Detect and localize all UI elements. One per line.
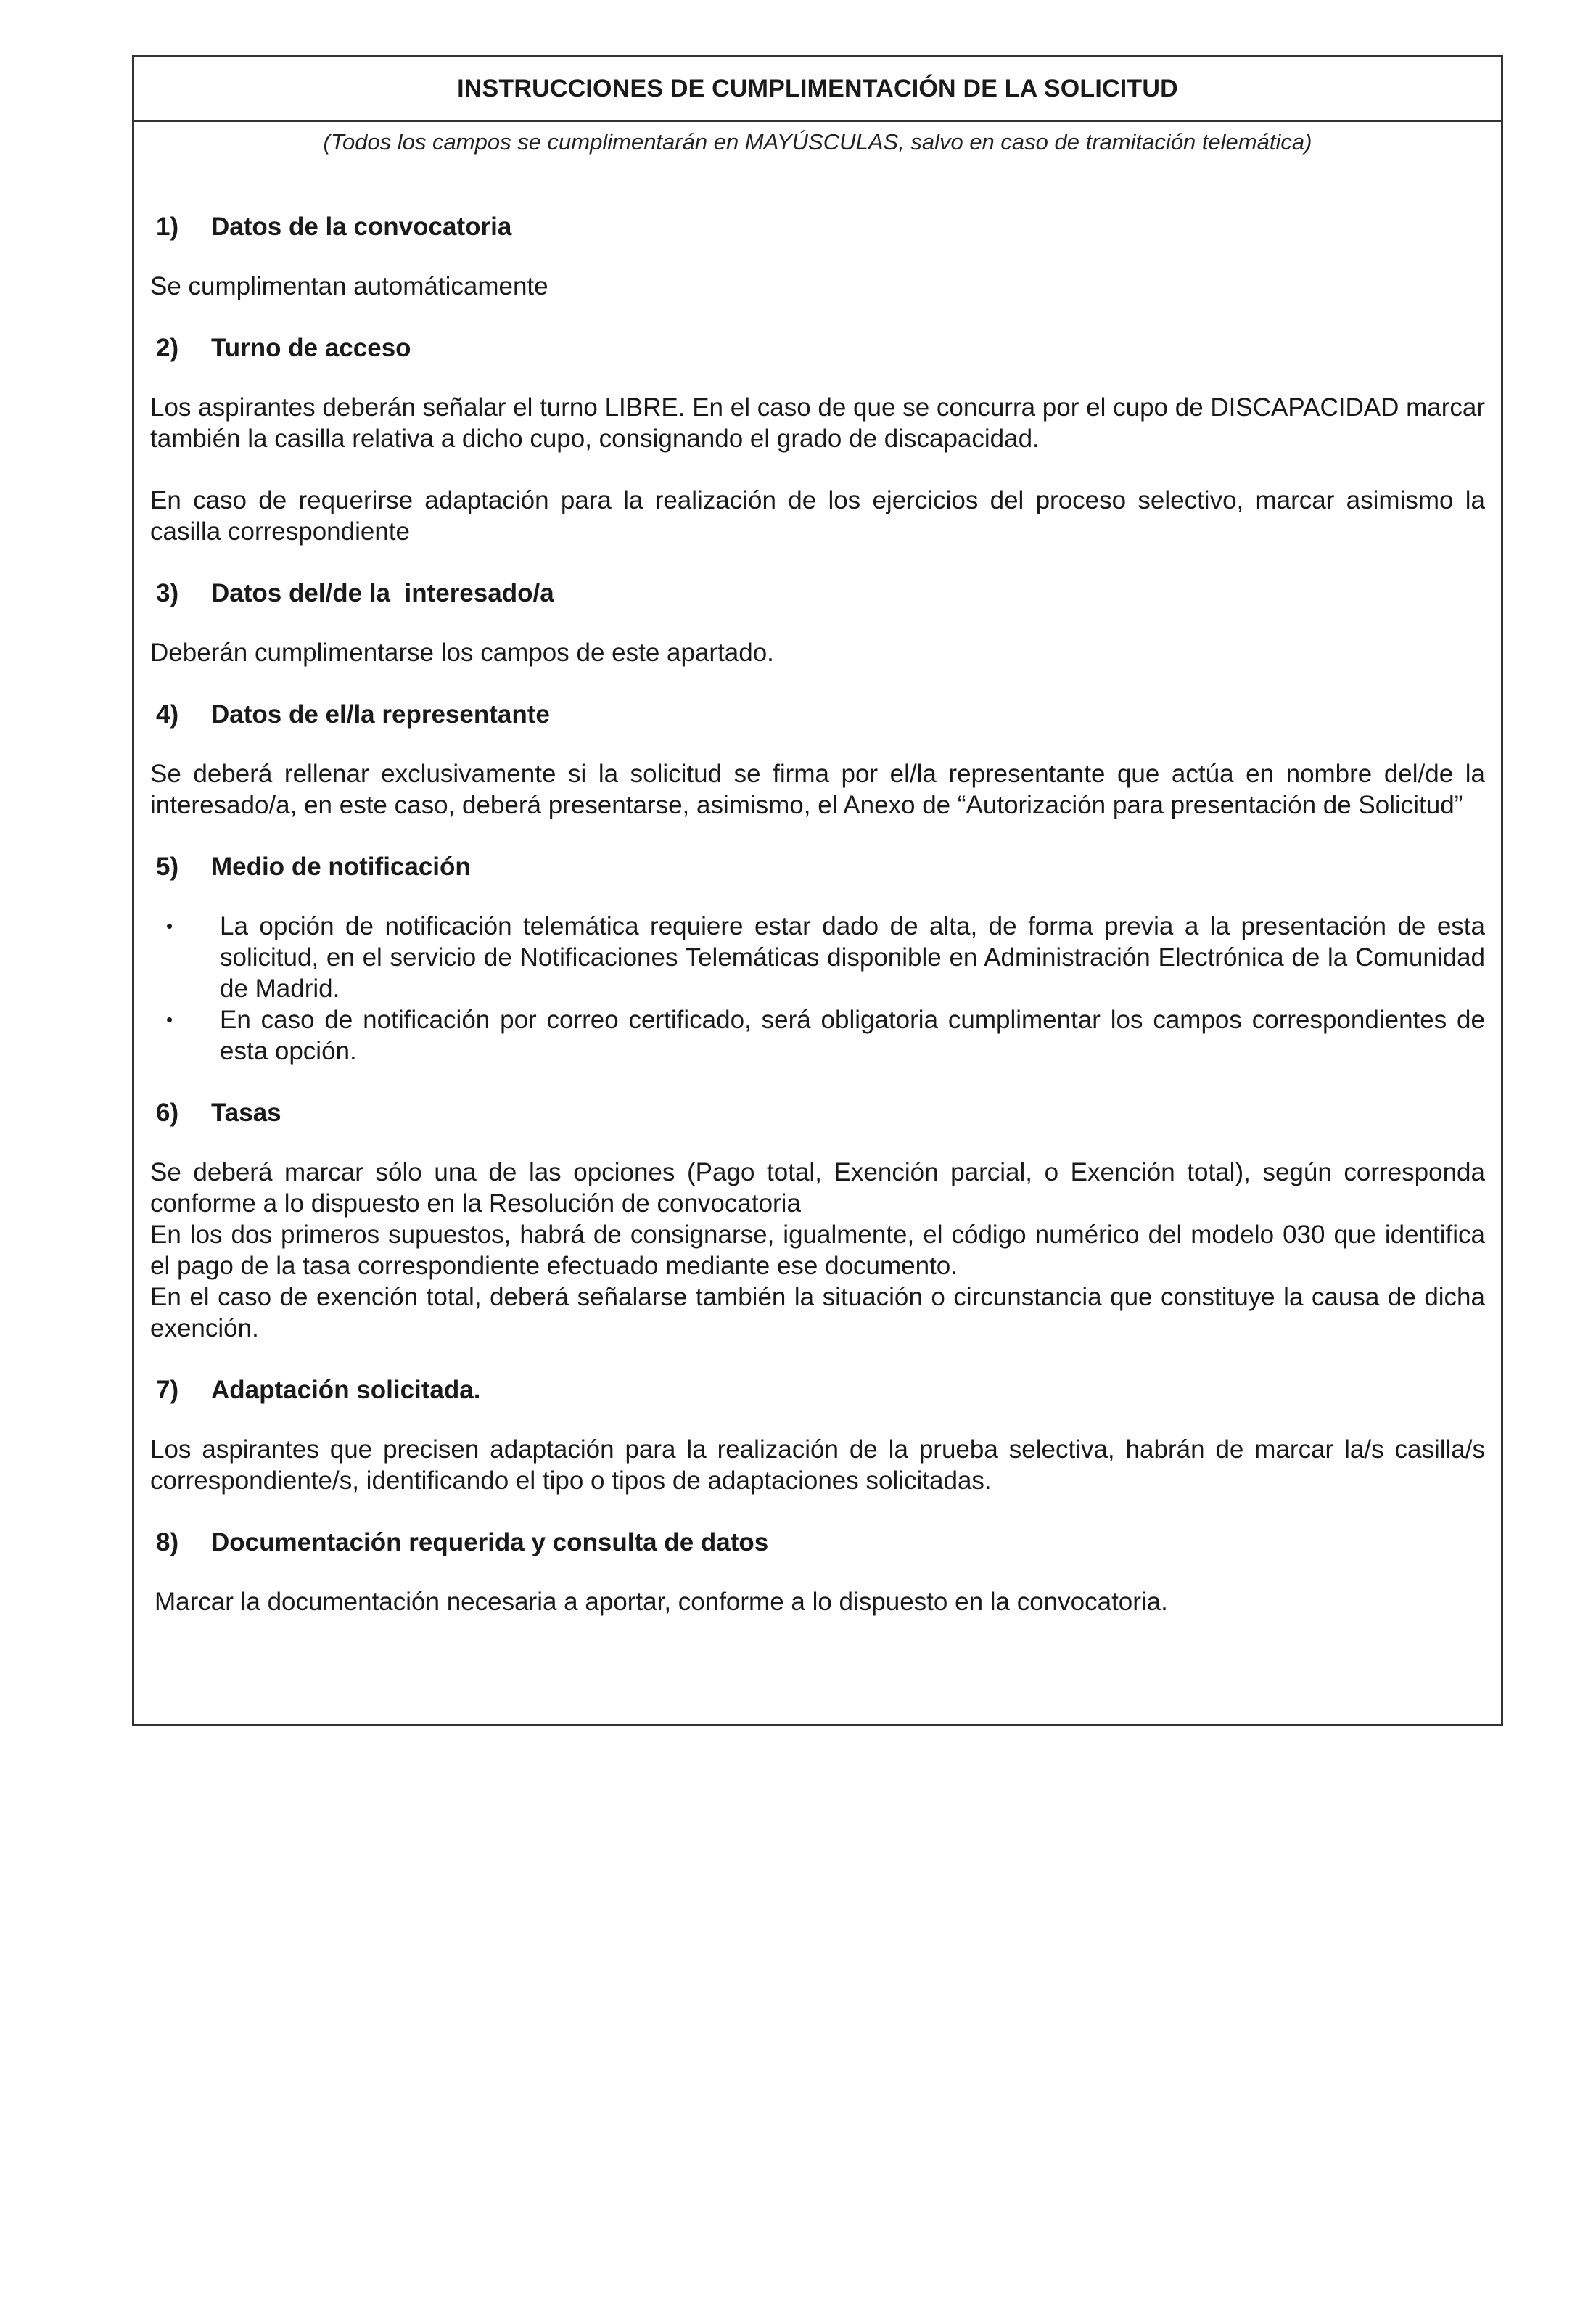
title-row [134, 57, 1501, 122]
list-item [150, 911, 1485, 1004]
section-paragraph: Los aspirantes que precisen adaptación para la realización de la prueba selectiva, habrán de marcar la/s casilla/s correspondiente/s, identificando el tipo o tipos de adaptaciones solicitadas. [150, 1435, 1485, 1495]
section-number: 1) [156, 213, 179, 241]
section-8 [150, 1527, 1485, 1617]
section-paragraph: Los aspirantes deberán señalar el turno LIBRE. En el caso de que se concurra por el cupo de DISCAPACIDAD marcar también la casilla relativa a dicho cupo, consignando el grado de discapacidad. [150, 393, 1485, 453]
section-number: 4) [156, 700, 179, 729]
section-heading [150, 332, 1485, 364]
section-number: 3) [156, 579, 179, 607]
section-title: Documentación requerida y consulta de datos [211, 1528, 769, 1556]
list-item [150, 1004, 1485, 1067]
section-title: Adaptación solicitada. [211, 1376, 481, 1404]
section-6 [150, 1097, 1485, 1344]
section-3 [150, 578, 1485, 668]
sections-list [150, 211, 1485, 1648]
bullet-list [150, 911, 1485, 1067]
section-title: Medio de notificación [211, 853, 471, 881]
section-number: 5) [156, 853, 179, 881]
section-title: Datos de el/la representante [211, 700, 550, 729]
section-paragraph: Se deberá marcar sólo una de las opciones (Pago total, Exención parcial, o Exención total), según corresponda conforme a lo dispuesto en la Resolución de convocatoria [150, 1158, 1485, 1218]
section-5 [150, 851, 1485, 1067]
section-paragraph: En caso de requerirse adaptación para la realización de los ejercicios del proceso selectivo, marcar asimismo la casilla correspondiente [150, 486, 1485, 546]
section-heading [150, 1527, 1485, 1559]
section-heading [150, 699, 1485, 731]
instructions-box [132, 55, 1503, 1726]
list-item-text: La opción de notificación telemática requiere estar dado de alta, de forma previa a la presentación de esta solicitud, en el servicio de Notificaciones Telemáticas disponible en Administración Electrónica de la Comunidad de Madrid. [220, 912, 1485, 1003]
section-title: Turno de acceso [211, 334, 411, 362]
section-1 [150, 211, 1485, 302]
section-title: Tasas [211, 1099, 281, 1127]
section-4 [150, 699, 1485, 821]
section-2 [150, 332, 1485, 547]
section-heading [150, 1097, 1485, 1129]
section-heading [150, 578, 1485, 610]
section-7 [150, 1374, 1485, 1496]
section-number: 8) [156, 1528, 179, 1556]
section-heading [150, 851, 1485, 883]
section-number: 2) [156, 334, 179, 362]
bullet-icon: • [166, 915, 173, 937]
section-paragraph: Se cumplimentan automáticamente [150, 272, 548, 300]
document-subtitle: (Todos los campos se cumplimentarán en MAYÚSCULAS, salvo en caso de tramitación telemática) [323, 129, 1312, 155]
section-title: Datos de la convocatoria [211, 213, 512, 241]
section-heading [150, 1374, 1485, 1406]
section-paragraph: Se deberá rellenar exclusivamente si la solicitud se firma por el/la representante que actúa en nombre del/de la interesado/a, en este caso, deberá presentarse, asimismo, el Anexo de “Autorización para presentación de Solicitud” [150, 760, 1485, 819]
section-paragraph: Marcar la documentación necesaria a aportar, conforme a lo dispuesto en la convocatoria. [155, 1588, 1168, 1616]
section-paragraph: En el caso de exención total, deberá señalarse también la situación o circunstancia que constituye la causa de dicha exención. [150, 1283, 1485, 1342]
list-item-text: En caso de notificación por correo certificado, será obligatoria cumplimentar los campos correspondientes de esta opción. [220, 1006, 1485, 1065]
document-title: INSTRUCCIONES DE CUMPLIMENTACIÓN DE LA SOLICITUD [457, 74, 1178, 102]
section-paragraph: Deberán cumplimentarse los campos de este apartado. [150, 639, 774, 667]
section-title: Datos del/de la interesado/a [211, 579, 554, 607]
section-number: 7) [156, 1376, 179, 1404]
bullet-icon: • [166, 1009, 173, 1030]
section-heading [150, 211, 1485, 243]
section-number: 6) [156, 1099, 179, 1127]
section-paragraph: En los dos primeros supuestos, habrá de consignarse, igualmente, el código numérico del modelo 030 que identifica el pago de la tasa correspondiente efectuado mediante ese documento. [150, 1221, 1485, 1280]
